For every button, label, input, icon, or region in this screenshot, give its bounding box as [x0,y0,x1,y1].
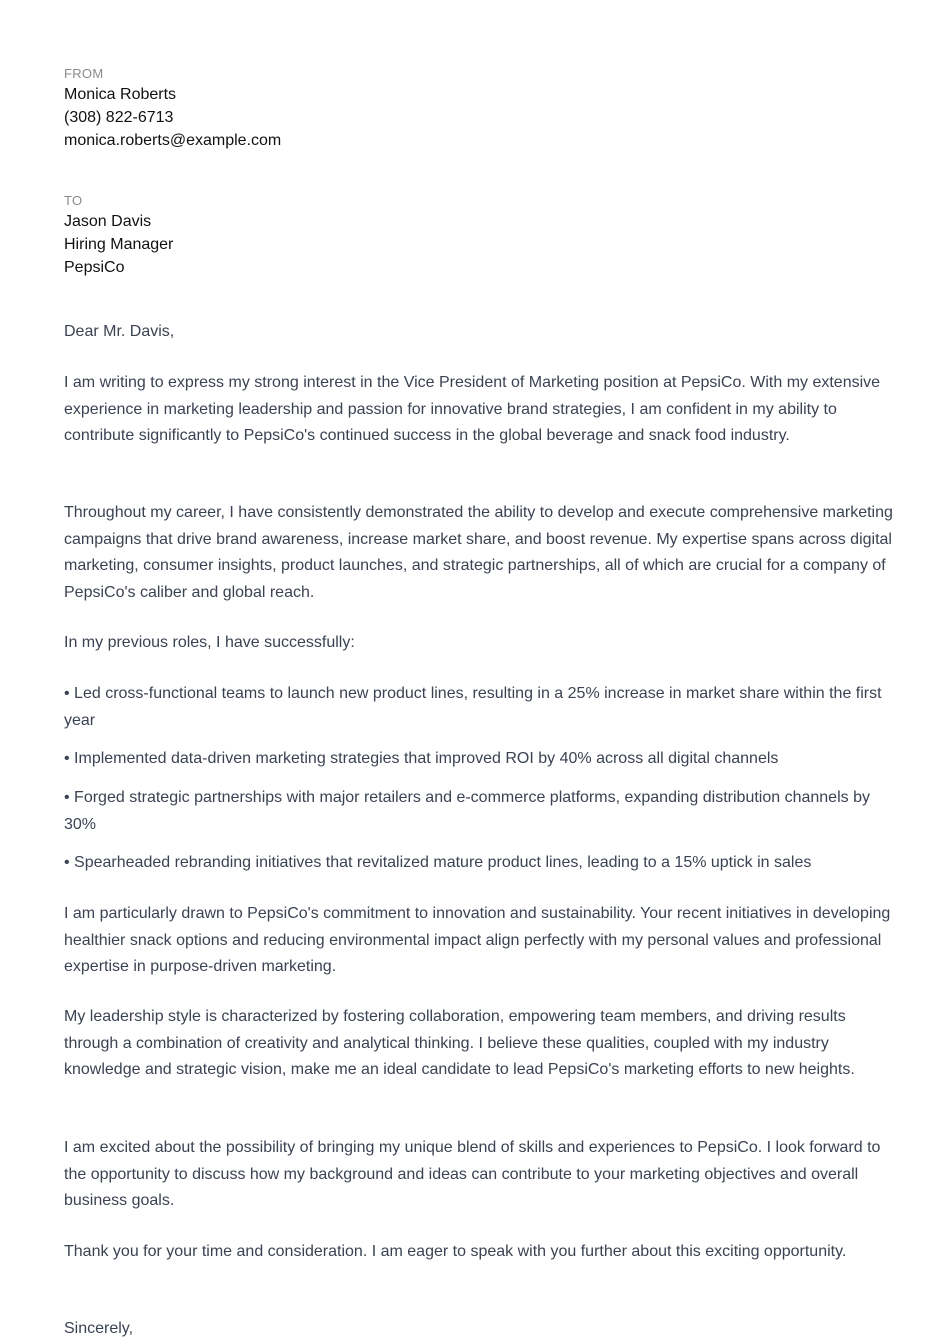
sender-email: monica.roberts@example.com [64,132,282,149]
bullet-item: • Spearheaded rebranding initiatives that revitalized mature product lines, leading to a 15% uptick in sales [64,854,812,871]
sender-name: Monica Roberts [64,86,177,103]
from-label: FROM [64,66,104,81]
recipient-company: PepsiCo [64,259,125,276]
recipient-name: Jason Davis [64,213,152,230]
greeting: Dear Mr. Davis, [64,323,175,340]
paragraph-motivation: I am particularly drawn to PepsiCo's commitment to innovation and sustainability. Your recent initiatives in developing healthier snack options and reducing environmental impact align perfectly with my personal values and professional expertise in purpose-driven marketing. [64,905,891,975]
to-label: TO [64,193,83,208]
paragraph-excitement: I am excited about the possibility of bringing my unique blend of skills and experiences to PepsiCo. I look forward to the opportunity to discuss how my background and ideas can contribute to your marketing objectives and overall business goals. [64,1139,881,1209]
signoff: Sincerely, [64,1320,134,1337]
recipient-title: Hiring Manager [64,236,174,253]
paragraph-leadership: My leadership style is characterized by fostering collaboration, empowering team members, and driving results through a combination of creativity and analytical thinking. I believe these qualities, coupled with my industry knowledge and strategic vision, make me an ideal candidate to lead PepsiCo's marketing efforts to new heights. [64,1008,855,1078]
bullet-item: • Forged strategic partnerships with major retailers and e-commerce platforms, expanding distribution channels by 30% [64,789,870,833]
bullet-item: • Led cross-functional teams to launch new product lines, resulting in a 25% increase in market share within the first year [64,685,882,729]
paragraph-thanks: Thank you for your time and consideration. I am eager to speak with you further about this exciting opportunity. [64,1243,847,1260]
paragraph-achievements-intro: In my previous roles, I have successfully: [64,634,355,651]
sender-phone: (308) 822-6713 [64,109,174,126]
paragraph-intro: I am writing to express my strong interest in the Vice President of Marketing position at PepsiCo. With my extensive experience in marketing leadership and passion for innovative brand strategies, I am confident in my ability to contribute significantly to PepsiCo's continued success in the global beverage and snack food industry. [64,374,881,444]
paragraph-experience: Throughout my career, I have consistently demonstrated the ability to develop and execute comprehensive marketing campaigns that drive brand awareness, increase market share, and boost revenue. My expertise spans across digital marketing, consumer insights, product launches, and strategic partnerships, all of which are crucial for a company of PepsiCo's caliber and global reach. [64,504,893,601]
bullet-item: • Implemented data-driven marketing strategies that improved ROI by 40% across all digital channels [64,750,779,767]
